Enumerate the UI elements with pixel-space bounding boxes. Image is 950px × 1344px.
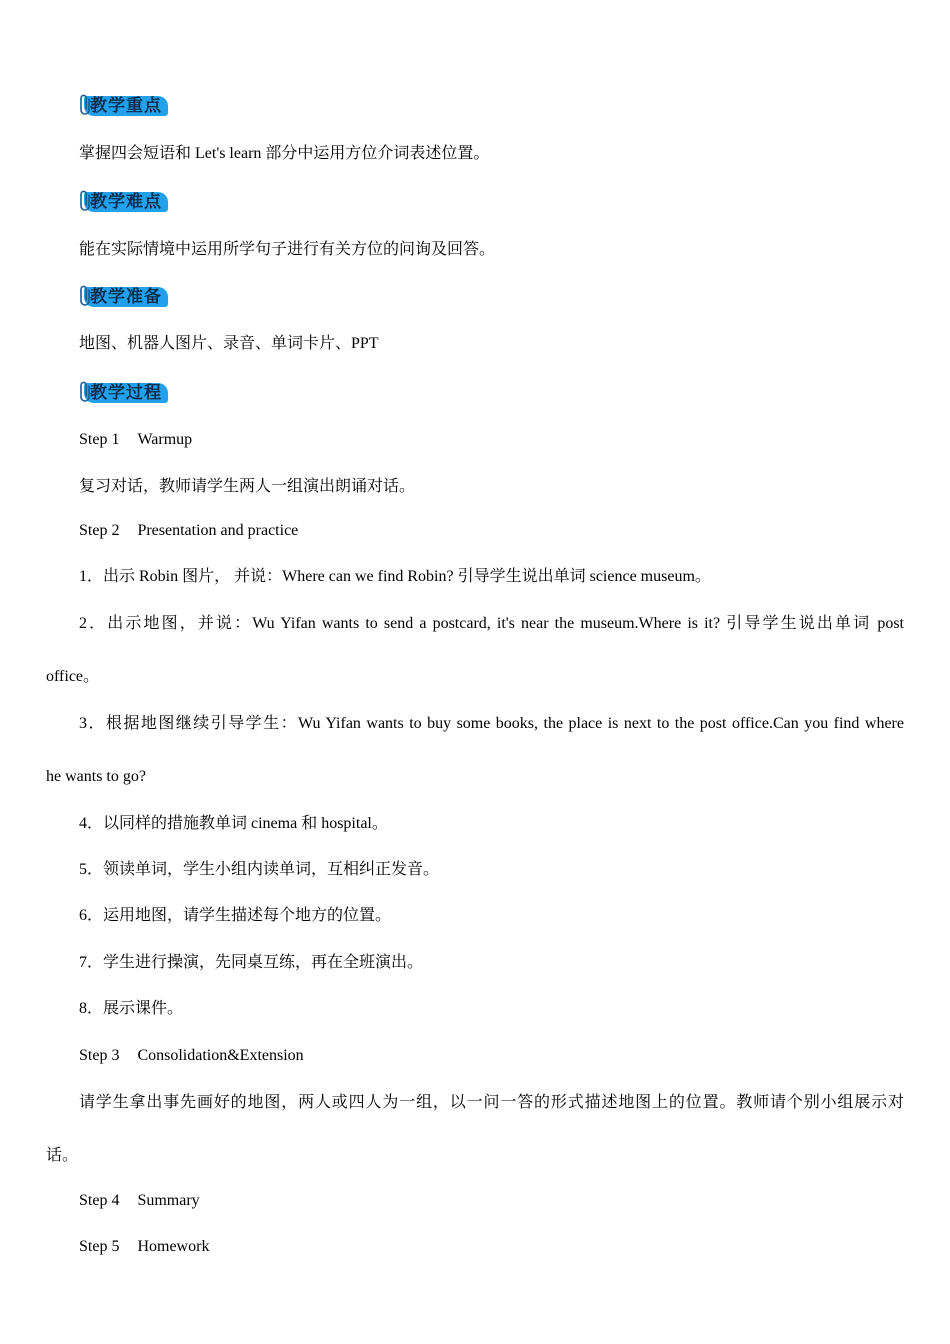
list-item: 4．以同样的措施教单词 cinema 和 hospital。 <box>79 815 388 832</box>
step-name: Presentation and practice <box>137 522 299 539</box>
key-points-text: 掌握四会短语和 Let's learn 部分中运用方位介词表述位置。 <box>79 145 490 162</box>
list-item-continuation: he wants to go? <box>46 768 146 785</box>
step3-text: 请学生拿出事先画好的地图，两人或四人为一组，以一问一答的形式描述地图上的位置。教师请个别小组展示对 <box>79 1094 904 1111</box>
list-item: 7．学生进行操演，先同桌互练，再在全班演出。 <box>79 954 424 971</box>
step-name: Summary <box>137 1192 200 1209</box>
section-badge-key-points <box>78 93 170 119</box>
section-badge-process <box>78 380 170 406</box>
step3-text-continuation: 话。 <box>46 1147 79 1164</box>
list-item-continuation: office。 <box>46 668 100 685</box>
difficulties-text: 能在实际情境中运用所学句子进行有关方位的问询及回答。 <box>79 241 496 258</box>
step-heading <box>79 1191 200 1211</box>
section-title: 教学难点 <box>90 192 162 212</box>
step-name: Warmup <box>137 431 193 448</box>
step1-text: 复习对话，教师请学生两人一组演出朗诵对话。 <box>79 478 416 495</box>
list-item: 1．出示 Robin 图片， 并说：Where can we find Robin? 引导学生说出单词 science museum。 <box>79 568 711 585</box>
step-number: Step 4 <box>79 1192 120 1209</box>
section-badge-preparation <box>78 284 170 310</box>
step-heading <box>79 430 192 450</box>
list-item: 6．运用地图，请学生描述每个地方的位置。 <box>79 907 392 924</box>
list-item: 3．根据地图继续引导学生：Wu Yifan wants to buy some books, the place is next to the post office.Can you find where <box>79 715 904 732</box>
step-heading <box>79 521 298 541</box>
step-heading <box>79 1046 304 1066</box>
section-badge-difficulties <box>78 189 170 215</box>
list-item: 5．领读单词，学生小组内读单词，互相纠正发音。 <box>79 861 440 878</box>
step-number: Step 1 <box>79 431 120 448</box>
list-item: 8．展示课件。 <box>79 1000 184 1017</box>
step-name: Homework <box>137 1238 210 1255</box>
section-title: 教学重点 <box>90 96 162 116</box>
list-item: 2．出示地图，并说：Wu Yifan wants to send a postcard, it's near the museum.Where is it? 引导学生说出单词 post <box>79 615 904 632</box>
step-heading <box>79 1237 209 1257</box>
step-number: Step 3 <box>79 1047 120 1064</box>
section-title: 教学准备 <box>90 287 162 307</box>
step-number: Step 5 <box>79 1238 120 1255</box>
preparation-text: 地图、机器人图片、录音、单词卡片、PPT <box>79 335 379 352</box>
step-name: Consolidation&Extension <box>137 1047 304 1064</box>
section-title: 教学过程 <box>90 383 162 403</box>
step-number: Step 2 <box>79 522 120 539</box>
